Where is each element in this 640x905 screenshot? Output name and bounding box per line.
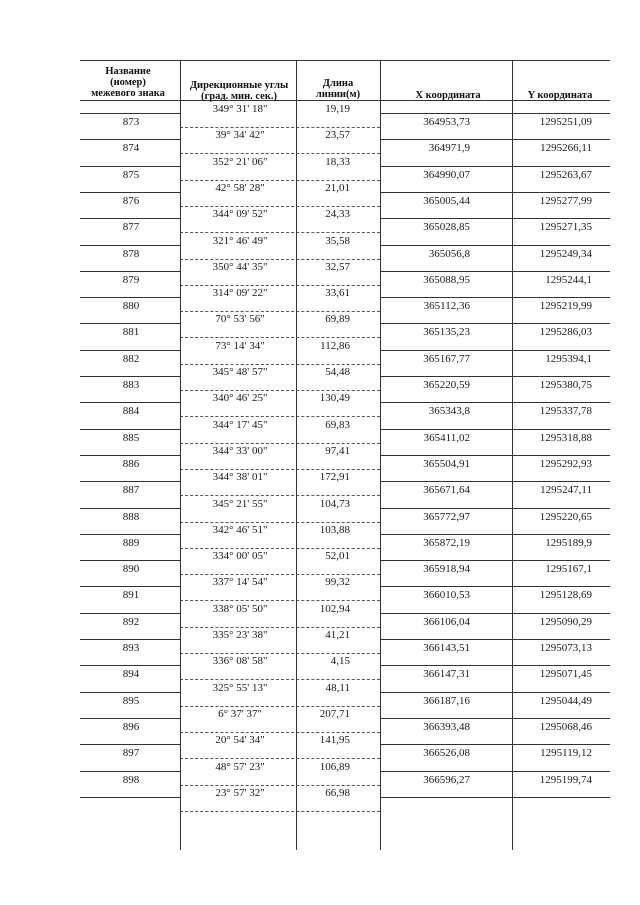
header-name bbox=[80, 66, 176, 99]
point-name: 887 bbox=[122, 484, 140, 497]
point-name: 875 bbox=[122, 168, 140, 181]
segment-length: 24,33 bbox=[325, 208, 350, 221]
point-name: 883 bbox=[122, 379, 140, 391]
row-divider bbox=[380, 350, 610, 351]
segment-length: 66,98 bbox=[325, 786, 350, 799]
point-x: 365872,19 bbox=[423, 536, 470, 549]
row-divider bbox=[380, 376, 610, 377]
header-name-line2: (номер) bbox=[110, 77, 146, 88]
point-x: 365343,8 bbox=[428, 405, 470, 418]
point-y: 1295380,75 bbox=[539, 379, 592, 391]
row-divider bbox=[180, 206, 380, 207]
row-divider bbox=[80, 376, 180, 377]
header-length bbox=[296, 78, 380, 100]
row-divider bbox=[380, 613, 610, 614]
point-y: 1295318,88 bbox=[539, 431, 592, 444]
point-y: 1295220,65 bbox=[539, 510, 592, 523]
point-name: 898 bbox=[122, 773, 140, 786]
segment-length: 69,89 bbox=[325, 313, 350, 326]
segment-angle: 42° 58' 28" bbox=[215, 181, 265, 194]
point-name: 873 bbox=[122, 116, 140, 128]
segment-angle: 342° 46' 51" bbox=[212, 523, 268, 536]
point-name: 876 bbox=[122, 194, 140, 207]
point-name: 884 bbox=[122, 405, 140, 418]
row-divider bbox=[380, 797, 610, 798]
row-divider bbox=[380, 166, 610, 167]
segment-length: 69,83 bbox=[325, 418, 350, 431]
point-y: 1295068,46 bbox=[539, 720, 592, 733]
row-divider bbox=[80, 744, 180, 745]
row-divider bbox=[380, 771, 610, 772]
row-divider bbox=[380, 192, 610, 193]
point-name: 874 bbox=[122, 142, 140, 155]
segment-angle: 325° 55' 13" bbox=[212, 681, 268, 694]
segment-angle: 338° 05' 50" bbox=[212, 602, 268, 615]
point-y: 1295071,45 bbox=[539, 668, 592, 681]
point-x: 366147,31 bbox=[423, 668, 470, 681]
point-x: 365167,77 bbox=[423, 352, 470, 365]
row-divider bbox=[380, 692, 610, 693]
header-y: Y координата bbox=[527, 90, 593, 101]
point-x: 365088,95 bbox=[423, 273, 470, 286]
point-y: 1295199,74 bbox=[539, 773, 592, 786]
row-divider bbox=[180, 785, 380, 786]
row-divider bbox=[380, 508, 610, 509]
row-divider bbox=[180, 811, 380, 812]
row-divider bbox=[80, 166, 180, 167]
row-divider bbox=[80, 665, 180, 666]
point-y: 1295219,99 bbox=[539, 300, 592, 313]
row-divider bbox=[180, 443, 380, 444]
segment-length: 32,57 bbox=[325, 260, 350, 273]
header-length-line2: линии(м) bbox=[315, 89, 361, 100]
row-divider bbox=[80, 771, 180, 772]
point-x: 366143,51 bbox=[423, 642, 470, 654]
point-y: 1295249,34 bbox=[539, 247, 592, 260]
segment-length: 102,94 bbox=[319, 602, 350, 615]
point-name: 889 bbox=[122, 536, 140, 549]
segment-length: 172,91 bbox=[319, 471, 350, 484]
row-divider bbox=[380, 665, 610, 666]
header-angle bbox=[180, 80, 298, 102]
segment-length: 106,89 bbox=[319, 760, 350, 773]
segment-angle: 20° 54' 34" bbox=[215, 734, 265, 747]
row-divider bbox=[180, 390, 380, 391]
header-x: X координата bbox=[415, 90, 481, 101]
point-name: 882 bbox=[122, 352, 140, 365]
point-x: 365112,36 bbox=[423, 300, 470, 313]
point-y: 1295167,1 bbox=[545, 563, 592, 576]
row-divider bbox=[180, 627, 380, 628]
point-name: 885 bbox=[122, 431, 140, 444]
point-name: 878 bbox=[122, 247, 140, 260]
segment-angle: 345° 48' 57" bbox=[212, 366, 268, 378]
row-divider bbox=[180, 285, 380, 286]
point-x: 365005,44 bbox=[423, 194, 470, 207]
row-divider bbox=[80, 455, 180, 456]
row-divider bbox=[80, 508, 180, 509]
point-x: 365028,85 bbox=[423, 221, 470, 234]
point-y: 1295266,11 bbox=[540, 142, 592, 155]
row-divider bbox=[180, 469, 380, 470]
segment-angle: 349° 31' 18" bbox=[212, 103, 268, 115]
row-divider bbox=[180, 364, 380, 365]
column-divider bbox=[180, 60, 181, 850]
point-y: 1295394,1 bbox=[545, 352, 592, 365]
segment-angle: 23° 57' 32" bbox=[215, 786, 265, 799]
row-divider bbox=[180, 232, 380, 233]
row-divider bbox=[180, 495, 380, 496]
point-name: 877 bbox=[122, 221, 140, 234]
row-divider bbox=[80, 139, 180, 140]
row-divider bbox=[380, 744, 610, 745]
point-y: 1295251,09 bbox=[539, 116, 592, 128]
point-x: 366106,04 bbox=[423, 615, 470, 628]
point-x: 365918,94 bbox=[423, 563, 470, 576]
point-x: 364990,07 bbox=[423, 168, 470, 181]
segment-length: 18,33 bbox=[325, 155, 350, 168]
point-x: 364953,73 bbox=[423, 116, 470, 128]
row-divider bbox=[80, 797, 180, 798]
point-x: 365772,97 bbox=[423, 510, 470, 523]
row-divider bbox=[80, 271, 180, 272]
row-divider bbox=[80, 60, 610, 61]
segment-length: 112,86 bbox=[320, 339, 350, 352]
row-divider bbox=[380, 718, 610, 719]
row-divider bbox=[380, 560, 610, 561]
segment-angle: 73° 14' 34" bbox=[215, 339, 265, 352]
point-name: 892 bbox=[122, 615, 140, 628]
row-divider bbox=[180, 127, 380, 128]
row-divider bbox=[380, 455, 610, 456]
row-divider bbox=[80, 218, 180, 219]
point-name: 895 bbox=[122, 694, 140, 707]
row-divider bbox=[80, 113, 180, 114]
row-divider bbox=[380, 297, 610, 298]
row-divider bbox=[80, 192, 180, 193]
segment-length: 4,15 bbox=[330, 655, 350, 668]
segment-length: 23,57 bbox=[325, 129, 350, 142]
row-divider bbox=[380, 534, 610, 535]
segment-angle: 344° 09' 52" bbox=[212, 208, 268, 221]
point-y: 1295189,9 bbox=[545, 536, 592, 549]
header-name-line1: Название bbox=[105, 66, 151, 77]
point-name: 880 bbox=[122, 300, 140, 313]
segment-angle: 321° 46' 49" bbox=[212, 234, 268, 247]
point-y: 1295277,99 bbox=[539, 194, 592, 207]
segment-angle: 70° 53' 56" bbox=[215, 313, 265, 326]
segment-angle: 344° 17' 45" bbox=[212, 418, 268, 431]
point-x: 365056,8 bbox=[428, 247, 470, 260]
segment-length: 103,88 bbox=[319, 523, 350, 536]
row-divider bbox=[380, 586, 610, 587]
segment-length: 130,49 bbox=[319, 392, 350, 405]
point-x: 366596,27 bbox=[423, 773, 470, 786]
segment-length: 104,73 bbox=[319, 497, 350, 510]
row-divider bbox=[80, 692, 180, 693]
segment-angle: 352° 21' 06" bbox=[212, 155, 268, 168]
point-y: 1295286,03 bbox=[539, 326, 592, 339]
point-name: 893 bbox=[122, 642, 140, 654]
point-y: 1295244,1 bbox=[545, 273, 592, 286]
point-name: 897 bbox=[122, 747, 140, 760]
row-divider bbox=[380, 139, 610, 140]
point-x: 366526,08 bbox=[423, 747, 470, 760]
segment-angle: 344° 33' 00" bbox=[212, 444, 268, 457]
header-length-line1: Длина bbox=[322, 78, 354, 89]
point-name: 894 bbox=[122, 668, 140, 681]
point-y: 1295337,78 bbox=[539, 405, 592, 418]
row-divider bbox=[380, 402, 610, 403]
point-y: 1295073,13 bbox=[539, 642, 592, 654]
row-divider bbox=[380, 245, 610, 246]
row-divider bbox=[80, 323, 180, 324]
point-y: 1295292,93 bbox=[539, 457, 592, 470]
point-name: 896 bbox=[122, 720, 140, 733]
segment-length: 97,41 bbox=[325, 444, 350, 457]
row-divider bbox=[180, 337, 380, 338]
point-x: 365135,23 bbox=[423, 326, 470, 339]
row-divider bbox=[180, 180, 380, 181]
point-name: 891 bbox=[122, 589, 140, 602]
row-divider bbox=[380, 113, 610, 114]
point-name: 890 bbox=[122, 563, 140, 576]
point-x: 364971,9 bbox=[428, 142, 470, 155]
row-divider bbox=[80, 245, 180, 246]
segment-length: 33,61 bbox=[325, 287, 350, 300]
point-name: 879 bbox=[122, 273, 140, 286]
row-divider bbox=[380, 271, 610, 272]
row-divider bbox=[80, 481, 180, 482]
row-divider bbox=[80, 639, 180, 640]
row-divider bbox=[180, 259, 380, 260]
segment-length: 41,21 bbox=[325, 629, 350, 641]
segment-length: 52,01 bbox=[325, 550, 350, 563]
point-y: 1295128,69 bbox=[539, 589, 592, 602]
row-divider bbox=[180, 311, 380, 312]
row-divider bbox=[380, 323, 610, 324]
segment-length: 35,58 bbox=[325, 234, 350, 247]
point-y: 1295044,49 bbox=[539, 694, 592, 707]
row-divider bbox=[180, 548, 380, 549]
row-divider bbox=[180, 574, 380, 575]
segment-angle: 344° 38' 01" bbox=[212, 471, 268, 484]
point-y: 1295263,67 bbox=[539, 168, 592, 181]
segment-angle: 340° 46' 25" bbox=[212, 392, 268, 405]
segment-angle: 48° 57' 23" bbox=[215, 760, 265, 773]
point-x: 366010,53 bbox=[423, 589, 470, 602]
row-divider bbox=[180, 706, 380, 707]
row-divider bbox=[80, 586, 180, 587]
segment-length: 19,19 bbox=[325, 103, 350, 115]
row-divider bbox=[80, 297, 180, 298]
point-name: 881 bbox=[122, 326, 140, 339]
segment-angle: 6° 37' 37" bbox=[218, 707, 262, 720]
row-divider bbox=[80, 534, 180, 535]
row-divider bbox=[380, 429, 610, 430]
segment-angle: 345° 21' 55" bbox=[212, 497, 268, 510]
segment-angle: 337° 14' 54" bbox=[212, 576, 268, 589]
row-divider bbox=[80, 560, 180, 561]
segment-angle: 314° 09' 22" bbox=[212, 287, 268, 300]
point-y: 1295247,11 bbox=[540, 484, 592, 497]
point-x: 366187,16 bbox=[423, 694, 470, 707]
row-divider bbox=[180, 732, 380, 733]
row-divider bbox=[80, 718, 180, 719]
point-x: 365411,02 bbox=[423, 431, 470, 444]
row-divider bbox=[380, 218, 610, 219]
row-divider bbox=[80, 350, 180, 351]
segment-angle: 39° 34' 42" bbox=[215, 129, 265, 142]
point-x: 365220,59 bbox=[423, 379, 470, 391]
point-name: 886 bbox=[122, 457, 140, 470]
segment-angle: 334° 00' 05" bbox=[212, 550, 268, 563]
point-name: 888 bbox=[122, 510, 140, 523]
row-divider bbox=[180, 653, 380, 654]
row-divider bbox=[180, 416, 380, 417]
header-angle-line1: Дирекционные углы bbox=[189, 80, 289, 91]
point-y: 1295271,35 bbox=[539, 221, 592, 234]
segment-length: 99,32 bbox=[325, 576, 350, 589]
point-y: 1295119,12 bbox=[540, 747, 592, 760]
point-y: 1295090,29 bbox=[539, 615, 592, 628]
header-name-line3: межевого знака bbox=[91, 88, 165, 99]
segment-length: 54,48 bbox=[325, 366, 350, 378]
row-divider bbox=[80, 429, 180, 430]
segment-length: 207,71 bbox=[319, 707, 350, 720]
point-x: 365504,91 bbox=[423, 457, 470, 470]
row-divider bbox=[80, 613, 180, 614]
row-divider bbox=[180, 153, 380, 154]
row-divider bbox=[180, 600, 380, 601]
segment-angle: 335° 23' 38" bbox=[212, 629, 268, 641]
row-divider bbox=[80, 402, 180, 403]
row-divider bbox=[180, 679, 380, 680]
row-divider bbox=[180, 522, 380, 523]
row-divider bbox=[380, 639, 610, 640]
point-x: 365671,64 bbox=[423, 484, 470, 497]
point-x: 366393,48 bbox=[423, 720, 470, 733]
header-angle-line2: (град. мин. сек.) bbox=[200, 91, 278, 102]
segment-length: 21,01 bbox=[325, 181, 350, 194]
segment-angle: 350° 44' 35" bbox=[212, 260, 268, 273]
segment-length: 141,95 bbox=[319, 734, 350, 747]
row-divider bbox=[380, 481, 610, 482]
segment-length: 48,11 bbox=[325, 681, 350, 694]
segment-angle: 336° 08' 58" bbox=[212, 655, 268, 668]
row-divider bbox=[180, 758, 380, 759]
